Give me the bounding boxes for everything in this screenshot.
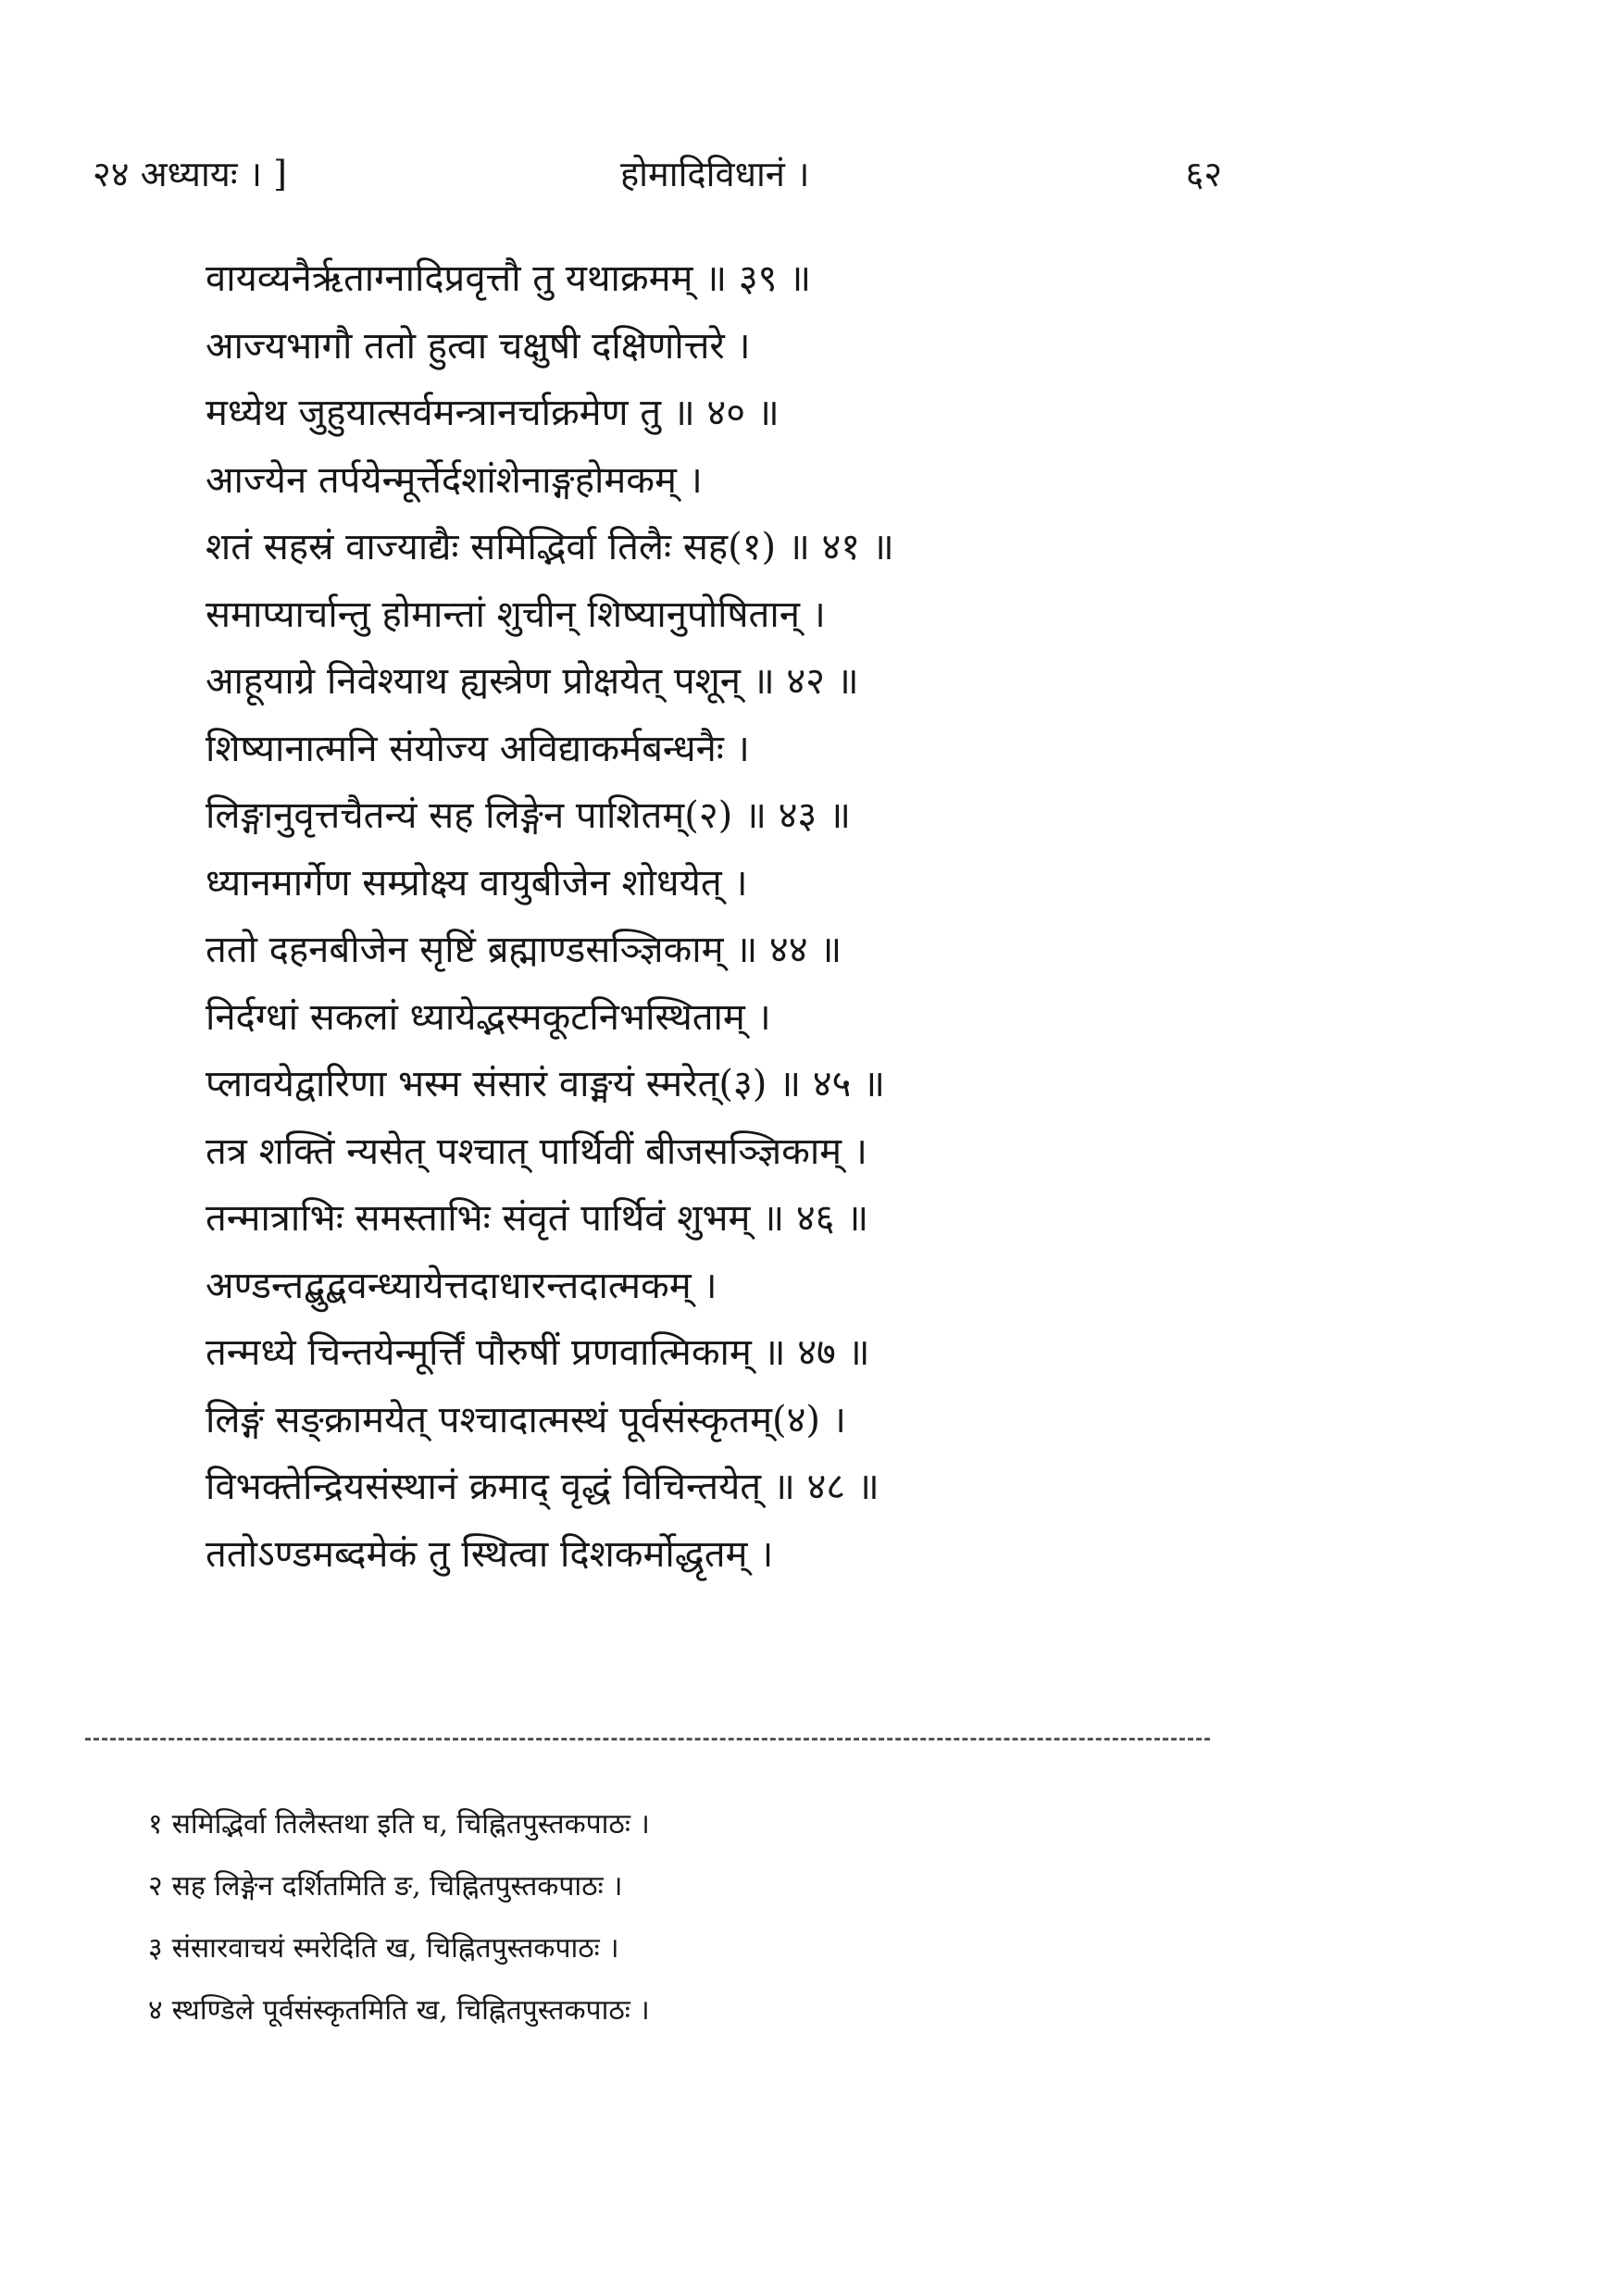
footnotes: [148, 1801, 1167, 2049]
verse-line: मध्येथ जुहुयात्सर्वमन्त्रानर्चाक्रमेण तु ॥ ४० ॥: [206, 392, 780, 434]
footnote: [148, 1863, 1167, 1925]
footnote-text: स्थण्डिले पूर्वसंस्कृतमिति ख, चिह्नितपुस्तकपाठः ।: [171, 1994, 650, 2027]
verse-block: [206, 245, 1131, 1588]
verse-line: तन्मध्ये चिन्तयेन्मूर्त्तिं पौरुषीं प्रणवात्मिकाम् ॥ ४७ ॥: [206, 1331, 870, 1374]
footnote-number: ४: [148, 1994, 163, 2027]
verse-line: अण्डन्तद्बुद्बवन्ध्यायेत्तदाधारन्तदात्मकम् ।: [206, 1264, 717, 1307]
verse-line: विभक्तेन्द्रियसंस्थानं क्रमाद् वृद्धं विचिन्तयेत् ॥ ४८ ॥: [206, 1466, 880, 1508]
running-header: [93, 146, 1222, 202]
verse-line: निर्दग्धां सकलां ध्यायेद्भस्मकूटनिभस्थिताम् ।: [206, 995, 771, 1039]
footnote-divider: [85, 1738, 1210, 1741]
verse-line: ततो दहनबीजेन सृष्टिं ब्रह्माण्डसञ्ज्ञिकाम् ॥ ४४ ॥: [206, 929, 842, 971]
verse-line: तत्र शक्तिं न्यसेत् पश्चात् पार्थिवीं बीजसञ्ज्ञिकाम् ।: [206, 1129, 867, 1173]
footnote: [148, 1801, 1167, 1863]
verse-line: ततोऽण्डमब्दमेकं तु स्थित्वा दिशकर्मोद्धृतम् ।: [206, 1532, 774, 1576]
footnote-text: संसारवाचयं स्मरेदिति ख, चिह्नितपुस्तकपाठः ।: [171, 1932, 619, 1965]
footnote-number: १: [148, 1808, 163, 1841]
verse-line: प्लावयेद्वारिणा भस्म संसारं वाङ्मयं स्मरेत्(३) ॥ ४५ ॥: [206, 1063, 886, 1105]
verse-line: तन्मात्राभिः समस्ताभिः संवृतं पार्थिवं शुभम् ॥ ४६ ॥: [206, 1197, 869, 1240]
footnote-text: समिद्भिर्वा तिलैस्तथा इति घ, चिह्नितपुस्तकपाठः ।: [171, 1808, 650, 1841]
verse-line: ध्यानमार्गेण सम्प्रोक्ष्य वायुबीजेन शोधयेत् ।: [206, 861, 748, 905]
verse-line: आज्येन तर्पयेन्मूर्त्तेर्दशांशेनाङ्गहोमकम् ।: [206, 458, 703, 502]
verse-line: शतं सहस्रं वाज्याद्यैः समिद्भिर्वा तिलैः सह(१) ॥ ४१ ॥: [206, 526, 894, 568]
verse-line: आज्यभागौ ततो हुत्वा चक्षुषी दक्षिणोत्तरे ।: [206, 324, 751, 368]
verse-line: लिङ्गानुवृत्तचैतन्यं सह लिङ्गेन पाशितम्(२) ॥ ४३ ॥: [206, 794, 851, 837]
verse-line: शिष्यानात्मनि संयोज्य अविद्याकर्मबन्धनैः ।: [206, 727, 750, 770]
section-title: होमादिविधानं ।: [620, 154, 810, 194]
chapter-marker: २४ अध्यायः । ]: [93, 154, 287, 194]
verse-line: वायव्यनैर्ऋताग्नादिप्रवृत्तौ तु यथाक्रमम् ॥ ३९ ॥: [206, 257, 812, 300]
page-number: ६२: [1185, 154, 1222, 194]
verse-line: समाप्यार्चान्तु होमान्तां शुचीन् शिष्यानुपोषितान् ।: [206, 593, 826, 636]
footnote: [148, 1925, 1167, 1987]
verse-line: आहूयाग्रे निवेश्याथ ह्यस्त्रेण प्रोक्षयेत् पशून् ॥ ४२ ॥: [206, 660, 859, 703]
footnote: [148, 1987, 1167, 2049]
footnote-number: २: [148, 1870, 163, 1903]
verse-line: लिङ्गं सङ्क्रामयेत् पश्चादात्मस्थं पूर्वसंस्कृतम्(४) ।: [206, 1398, 846, 1441]
footnote-text: सह लिङ्गेन दर्शितमिति ङ, चिह्नितपुस्तकपाठः ।: [171, 1870, 623, 1903]
footnote-number: ३: [148, 1932, 163, 1965]
